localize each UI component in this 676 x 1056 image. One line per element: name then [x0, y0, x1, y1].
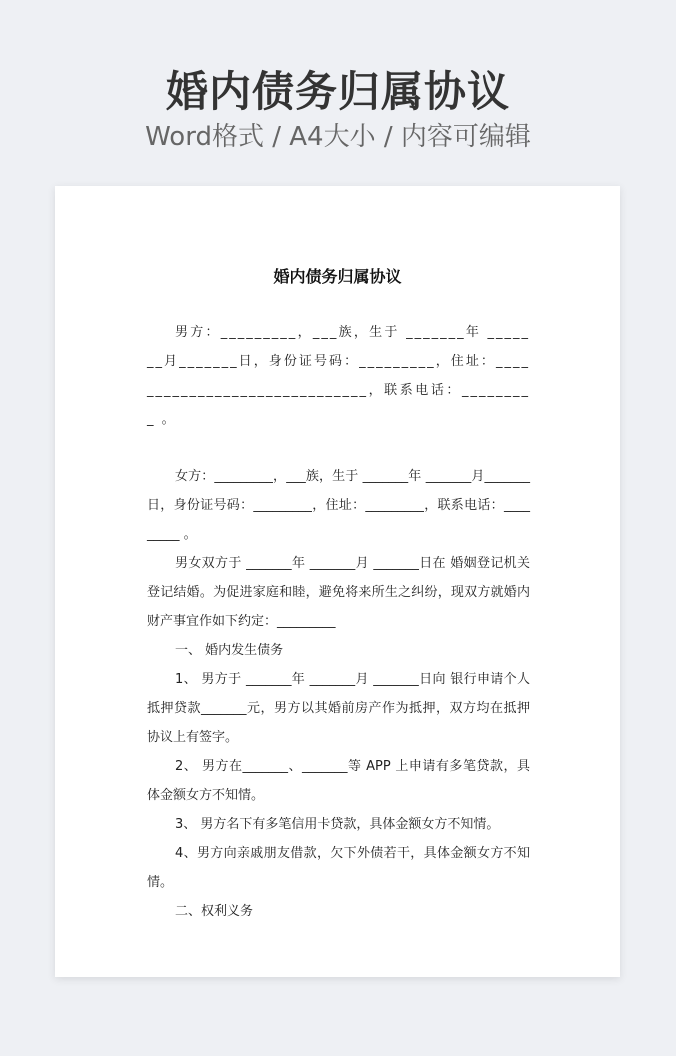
paragraph-female-party: 女方：_________，___族，生于 _______年 _______月_______日，身份证号码：_________，住址：_________，联系电话：_________ 。 [147, 469, 530, 542]
section-heading-debts: 一、 婚内发生债务 [175, 643, 284, 658]
banner-title: 婚内债务归属协议 [165, 67, 510, 116]
paragraph-male-party: 男方：_________，___族，生于 _______年 _______月_______日，身份证号码：_________，住址：______________________________，联系电话：_________ 。 [147, 325, 530, 427]
document-body [147, 318, 530, 926]
clause-3-credit-card: 3、 男方名下有多笔信用卡贷款，具体金额女方不知情。 [175, 817, 500, 832]
paragraph-marriage-registration: 男女双方于 _______年 _______月 _______日在 婚姻登记机关登记结婚。为促进家庭和睦，避免将来所生之纠纷，现双方就婚内财产事宜作如下约定：_________ [147, 556, 530, 629]
document-page [55, 186, 620, 977]
section-heading-rights: 二、权利义务 [175, 904, 254, 919]
clause-1-mortgage-loan: 1、 男方于 _______年 _______月 _______日向 银行申请个人抵押贷款_______元，男方以其婚前房产作为抵押，双方均在抵押协议上有签字。 [147, 672, 530, 745]
clause-2-app-loans: 2、 男方在_______、_______等 APP 上申请有多笔贷款，具体金额女方不知情。 [147, 759, 530, 803]
clause-4-personal-borrowing: 4、男方向亲戚朋友借款，欠下外债若干，具体金额女方不知情。 [147, 846, 530, 890]
banner-subtitle: Word格式 / A4大小 / 内容可编辑 [145, 122, 531, 152]
document-title: 婚内债务归属协议 [273, 267, 402, 286]
paragraph-gap [147, 434, 530, 462]
